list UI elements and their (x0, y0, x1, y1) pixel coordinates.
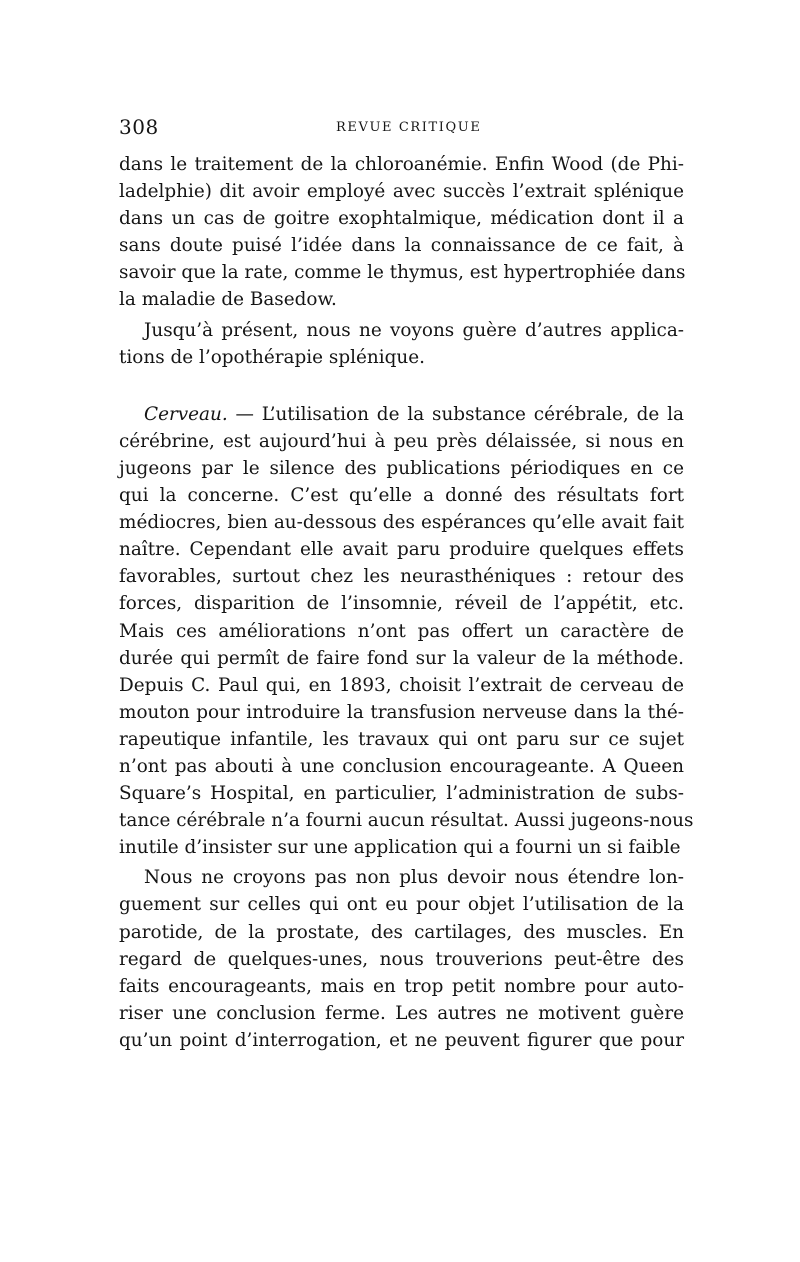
paragraph-chloroanemie (119, 151, 684, 314)
text-line: savoir que la rate, comme le thymus, est hypertrophiée dans (119, 262, 686, 284)
text-line: mouton pour introduire la transfusion nerveuse dans la thé- (119, 701, 684, 723)
text-line: ladelphie) dit avoir employé avec succès l’extrait splénique (119, 181, 684, 203)
text-line: tions de l’opothérapie splénique. (119, 346, 425, 368)
text-line: riser une conclusion ferme. Les autres ne motivent guère (119, 1002, 684, 1024)
text-line: dans un cas de goitre exophtalmique, médication dont il a (119, 208, 684, 230)
text-line: Depuis C. Paul qui, en 1893, choisit l’extrait de cerveau de (119, 674, 684, 696)
text-line: dans le traitement de la chloroanémie. Enfin Wood (de Phi- (119, 154, 684, 175)
text-line: parotide, de la prostate, des cartilages, des muscles. En (119, 921, 684, 943)
text-line: guement sur celles qui ont eu pour objet l’utilisation de la (119, 894, 684, 916)
text-line: Jusqu’à présent, nous ne voyons guère d’autres applica- (144, 319, 684, 341)
section-heading-cerveau: Cerveau. (144, 403, 228, 425)
text-line: n’ont pas abouti à une conclusion encourageante. A Queen (119, 755, 684, 777)
text-line: médiocres, bien au-dessous des espérances qu’elle avait fait (119, 512, 684, 534)
text-line: Mais ces améliorations n’ont pas offert un caractère de (119, 620, 684, 642)
section-lead-line (119, 401, 684, 428)
paragraph-cerveau (119, 401, 694, 862)
book-page (119, 115, 694, 1054)
text-line: faits encourageants, mais en trop petit nombre pour auto- (119, 975, 684, 997)
text-line: qui la concerne. C’est qu’elle a donné des résultats fort (119, 485, 684, 507)
text-line: inutile d’insister sur une application qui a fourni un si faible (119, 837, 681, 859)
text-line: forces, disparition de l’insomnie, réveil de l’appétit, etc. (119, 593, 684, 615)
text-line: Nous ne croyons pas non plus devoir nous étendre lon- (144, 867, 684, 889)
text-line: tance cérébrale n’a fourni aucun résultat. Aussi jugeons-nous (119, 810, 694, 832)
text-line: sans doute puisé l’idée dans la connaissance de ce fait, à (119, 235, 684, 257)
text-line: regard de quelques-unes, nous trouverions peut-être des (119, 948, 684, 970)
text-line: rapeutique infantile, les travaux qui ont paru sur ce sujet (119, 728, 684, 750)
text-line: qu’un point d’interrogation, et ne peuvent figurer que pour (119, 1029, 684, 1051)
text-line: favorables, surtout chez les neurasthéniques : retour des (119, 566, 684, 588)
text-line: Square’s Hospital, en particulier, l’administration de subs- (119, 783, 684, 805)
text-line: jugeons par le silence des publications périodiques en ce (119, 457, 684, 479)
page-header (119, 115, 684, 151)
paragraph-opotherapie-splenique (119, 317, 684, 371)
section-lead-text: — L’utilisation de la substance cérébrale, de la (227, 403, 684, 425)
text-line: durée qui permît de faire fond sur la valeur de la méthode. (119, 647, 684, 669)
text-line: naître. Cependant elle avait paru produire quelques effets (119, 539, 684, 561)
text-line: la maladie de Basedow. (119, 289, 337, 311)
running-title: REVUE CRITIQUE (336, 120, 482, 135)
text-line: cérébrine, est aujourd’hui à peu près délaissée, si nous en (119, 430, 684, 452)
page-number: 308 (119, 115, 159, 139)
paragraph-autres-organes (119, 864, 684, 1054)
